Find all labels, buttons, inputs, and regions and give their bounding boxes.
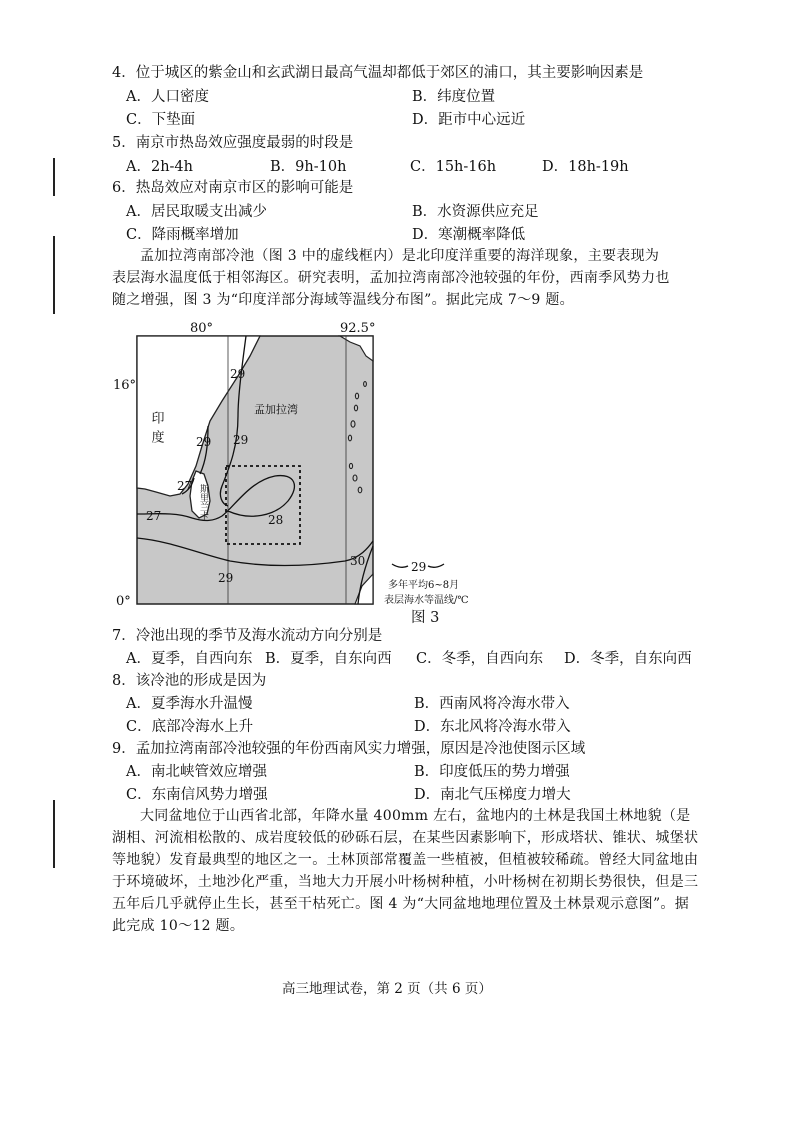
q9-option-c: C．东南信风势力增强 bbox=[126, 787, 268, 803]
q6-option-c: C．降雨概率增加 bbox=[126, 227, 239, 243]
isotherm-label-29a: 29 bbox=[230, 367, 246, 381]
isotherm-label-29c: 29 bbox=[196, 435, 212, 449]
q4-option-d: D．距市中心远近 bbox=[412, 112, 526, 128]
q7-stem: 7．冷池出现的季节及海水流动方向分别是 bbox=[112, 628, 383, 644]
q5-option-c: C．15h-16h bbox=[410, 159, 497, 175]
lon-label-80: 80° bbox=[190, 321, 214, 336]
q5-stem: 5．南京市热岛效应强度最弱的时段是 bbox=[112, 135, 354, 151]
q8-stem: 8．该冷池的形成是因为 bbox=[112, 673, 267, 689]
q4-option-a: A．人口密度 bbox=[126, 89, 209, 105]
q4-option-c: C．下垫面 bbox=[126, 112, 196, 128]
intro-paragraph-10-12: 大同盆地位于山西省北部，年降水量 400mm 左右，盆地内的土林是我国土林地貌（是湖相、河流相松散的、成岩度较低的砂砾石层，在某些因素影响下，形成塔状、锥状、城堡状等地貌）发育最典型的地区之一。土林顶部常覆盖一些植被，但植被较稀疏。曾经大同盆地由于环境破坏，土地沙化严重，当地大力开展小叶杨树种植，小叶杨树在初期长势很快，但是三五年后几乎就停止生长，甚至干枯死亡。图 4 为“大同盆地地理位置及土林景观示意图”。据此完成 10～12 题。 bbox=[112, 808, 699, 934]
isotherm-label-28: 28 bbox=[268, 513, 284, 527]
q9-stem: 9．孟加拉湾南部冷池较强的年份西南风实力增强，原因是冷池使图示区域 bbox=[112, 741, 586, 757]
isotherm-label-30: 30 bbox=[350, 554, 366, 568]
isotherm-label-29b: 29 bbox=[233, 433, 249, 447]
q6-stem: 6．热岛效应对南京市区的影响可能是 bbox=[112, 180, 354, 196]
q6-option-a: A．居民取暖支出减少 bbox=[126, 204, 267, 220]
lon-label-92-5: 92.5° bbox=[340, 321, 376, 336]
margin-bar-1 bbox=[53, 158, 55, 196]
legend-line-2: 表层海水等温线/℃ bbox=[384, 595, 469, 606]
legend-line-1: 多年平均6~8月 bbox=[388, 580, 460, 591]
q6-option-d: D．寒潮概率降低 bbox=[412, 227, 526, 243]
q9-option-d: D．南北气压梯度力增大 bbox=[414, 787, 571, 803]
legend-isotherm-line-left bbox=[392, 564, 408, 567]
lat-label-16: 16° bbox=[113, 378, 137, 393]
q8-option-d: D．东北风将冷海水带入 bbox=[414, 719, 571, 735]
label-india: 印度 bbox=[148, 411, 164, 449]
isotherm-label-27b: 27 bbox=[146, 509, 162, 523]
legend-isotherm-line-right bbox=[428, 564, 444, 567]
q5-option-d: D．18h-19h bbox=[542, 159, 629, 175]
label-bay-of-bengal: 孟加拉湾 bbox=[254, 403, 298, 416]
label-sri-lanka: 斯里兰卡 bbox=[198, 484, 208, 520]
q9-option-b: B．印度低压的势力增强 bbox=[414, 764, 570, 780]
q7-option-c: C．冬季，自西向东 bbox=[416, 651, 544, 667]
lat-label-0: 0° bbox=[116, 594, 131, 609]
q6-option-b: B．水资源供应充足 bbox=[412, 204, 539, 220]
isotherm-label-29d: 29 bbox=[218, 571, 234, 585]
figure-3-caption: 图 3 bbox=[411, 610, 440, 626]
q8-option-c: C．底部冷海水上升 bbox=[126, 719, 254, 735]
q7-option-a: A．夏季，自西向东 bbox=[126, 651, 253, 667]
margin-bar-3 bbox=[53, 800, 55, 868]
q8-option-a: A．夏季海水升温慢 bbox=[126, 696, 253, 712]
q9-option-a: A．南北峡管效应增强 bbox=[126, 764, 267, 780]
margin-bar-2 bbox=[53, 236, 55, 314]
q4-stem: 4．位于城区的紫金山和玄武湖日最高气温却都低于郊区的浦口，其主要影响因素是 bbox=[112, 65, 644, 81]
legend-isotherm-value: 29 bbox=[411, 560, 427, 574]
isotherm-label-27a: 27 bbox=[177, 479, 193, 493]
q5-option-b: B．9h-10h bbox=[270, 159, 347, 175]
page-footer: 高三地理试卷，第 2 页（共 6 页） bbox=[282, 981, 492, 997]
q5-option-a: A．2h-4h bbox=[126, 159, 193, 175]
q8-option-b: B．西南风将冷海水带入 bbox=[414, 696, 570, 712]
figure-3-map bbox=[110, 316, 490, 626]
q4-option-b: B．纬度位置 bbox=[412, 89, 496, 105]
q7-option-d: D．冬季，自东向西 bbox=[564, 651, 692, 667]
intro-paragraph-7-9: 孟加拉湾南部冷池（图 3 中的虚线框内）是北印度洋重要的海洋现象，主要表现为表层海水温度低于相邻海区。研究表明，孟加拉湾南部冷池较强的年份，西南季风势力也随之增强，图 3 为“印度洋部分海域等温线分布图”。据此完成 7～9 题。 bbox=[112, 248, 670, 308]
q7-option-b: B．夏季，自东向西 bbox=[265, 651, 392, 667]
